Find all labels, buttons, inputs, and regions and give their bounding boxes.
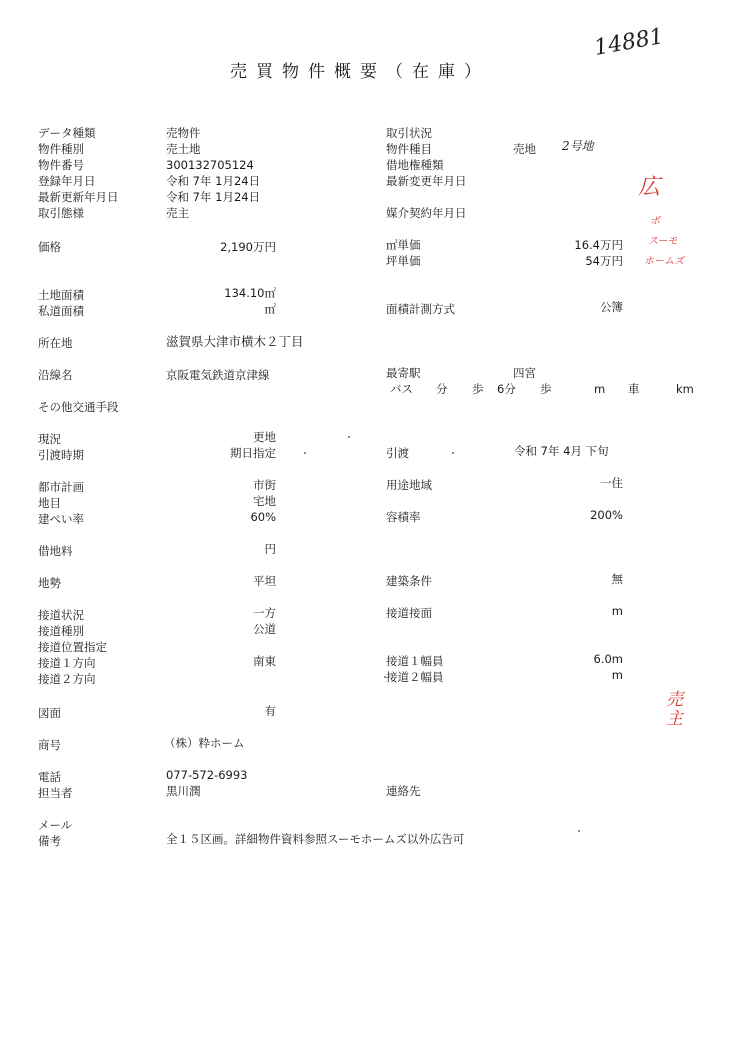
value-tochi-menseki: 134.10㎡	[224, 286, 276, 300]
walk-distance-unit: m	[594, 382, 606, 396]
label-saishin-koshin: 最新更新年月日	[38, 190, 119, 204]
label-toshi-keikaku: 都市計画	[38, 480, 84, 494]
value-shido-menseki: ㎡	[264, 302, 276, 316]
value-kakaku: 2,190万円	[220, 240, 276, 254]
bus-walk-label: 歩	[472, 382, 484, 396]
handwritten-lot-note: 2号地	[562, 139, 594, 153]
label-baikai-keiyaku: 媒介契約年月日	[386, 206, 467, 220]
value-setsudo-shubetsu: 公道	[253, 622, 276, 636]
value-setsudo1-fuku: 6.0m	[593, 652, 623, 666]
value-shogo: （株）粋ホーム	[164, 736, 245, 750]
label-setsudo2-hoko: 接道２方向	[38, 672, 96, 686]
handwritten-number: 14881	[592, 24, 666, 61]
label-setsudo-shubetsu: 接道種別	[38, 624, 84, 638]
value-moyori-eki: 四宮	[513, 366, 536, 380]
label-tantosha: 担当者	[38, 786, 73, 800]
walk-minutes-value: 6分	[497, 382, 516, 396]
value-hikiwatashi-jiki: 期日指定	[230, 446, 276, 460]
value-denwa: 077-572-6993	[166, 768, 248, 782]
scan-speck	[304, 452, 306, 454]
label-moyori-eki: 最寄駅	[386, 366, 421, 380]
label-torihiki-jokyo: 取引状況	[386, 126, 432, 140]
label-tochi-menseki: 土地面積	[38, 288, 84, 302]
label-bukken-shubetsu: 物件種別	[38, 142, 84, 156]
scan-speck	[348, 436, 350, 438]
value-menseki-keisoku: 公簿	[600, 300, 623, 314]
label-tsubo-tanka: 坪単価	[386, 254, 421, 268]
value-m2-tanka: 16.4万円	[574, 238, 623, 252]
handwritten-media-3: ホームズ	[644, 256, 684, 267]
value-genkyo: 更地	[253, 430, 276, 444]
label-zumen: 図面	[38, 706, 61, 720]
label-hikiwatashi: 引渡	[386, 446, 409, 460]
label-mail: メール	[38, 818, 73, 832]
label-shakuchi-shurui: 借地権種類	[386, 158, 444, 172]
label-kenchiku-joken: 建築条件	[386, 574, 432, 588]
label-menseki-keisoku: 面積計測方式	[386, 302, 455, 316]
value-shozaichi: 滋賀県大津市横木２丁目	[166, 334, 304, 349]
label-ensen: 沿線名	[38, 368, 73, 382]
label-m2-tanka: ㎡単価	[386, 238, 421, 252]
label-toroku: 登録年月日	[38, 174, 96, 188]
value-shakuchi-ryo: 円	[264, 542, 276, 556]
value-biko: 全１５区画。詳細物件資料参照スーモホームズ以外広告可	[166, 832, 465, 846]
label-shido-menseki: 私道面積	[38, 304, 84, 318]
value-data-shubetsu: 売物件	[166, 126, 201, 140]
label-hikiwatashi-jiki: 引渡時期	[38, 448, 84, 462]
handwritten-seller-mark: 売主	[662, 690, 682, 728]
bus-minutes-unit: 分	[436, 382, 448, 396]
value-torihiki-taiyo: 売主	[166, 206, 189, 220]
handwritten-ad-stamp: 広	[638, 175, 661, 200]
value-bukken-bango: 300132705124	[166, 158, 254, 172]
handwritten-media-2: スーモ	[648, 236, 678, 247]
value-ensen: 京阪電気鉄道京津線	[166, 368, 270, 382]
label-shakuchi-ryo: 借地料	[38, 544, 73, 558]
label-renrakusaki: 連絡先	[386, 784, 421, 798]
label-denwa: 電話	[38, 770, 61, 784]
label-shogo: 商号	[38, 738, 61, 752]
label-genkyo: 現況	[38, 432, 61, 446]
label-chisei: 地勢	[38, 576, 61, 590]
handwritten-media-1: ポ	[650, 216, 660, 227]
label-kenpei: 建ぺい率	[38, 512, 84, 526]
label-chimoku: 地目	[38, 496, 61, 510]
label-kakaku: 価格	[38, 240, 61, 254]
value-tantosha: 黒川潤	[166, 784, 201, 798]
value-toroku: 令和 7年 1月24日	[166, 174, 261, 188]
label-setsudo2-fuku: 接道２幅員	[386, 670, 444, 684]
car-label: 車	[628, 382, 640, 396]
label-setsudo1-hoko: 接道１方向	[38, 656, 96, 670]
scan-speck	[452, 452, 454, 454]
label-saishin-henko: 最新変更年月日	[386, 174, 467, 188]
label-data-shubetsu: データ種類	[38, 126, 96, 140]
value-kenchiku-joken: 無	[611, 572, 623, 586]
label-setsudo-jokyo: 接道状況	[38, 608, 84, 622]
label-shozaichi: 所在地	[38, 336, 73, 350]
scan-speck	[578, 830, 580, 832]
label-setsudo1-fuku: 接道１幅員	[386, 654, 444, 668]
value-kenpei: 60%	[250, 510, 276, 524]
label-biko: 備考	[38, 834, 61, 848]
value-bukken-shumoku: 売地	[513, 142, 536, 156]
value-hikiwatashi: 令和 7年 4月 下旬	[514, 444, 609, 458]
label-setsudo-setsumen: 接道接面	[386, 606, 432, 620]
value-setsudo-setsumen: m	[611, 604, 623, 618]
value-toshi-keikaku: 市街	[253, 478, 276, 492]
value-chimoku: 宅地	[253, 494, 276, 508]
bus-label: バス	[390, 382, 413, 396]
value-chisei: 平坦	[253, 574, 276, 588]
value-setsudo-jokyo: 一方	[253, 606, 276, 620]
value-yoto-chiiki: 一住	[600, 476, 623, 490]
value-bukken-shubetsu: 売土地	[166, 142, 201, 156]
label-bukken-bango: 物件番号	[38, 158, 84, 172]
document-title: 売買物件概要（在庫）	[230, 62, 490, 82]
car-distance-unit: km	[676, 382, 694, 396]
label-bukken-shumoku: 物件種目	[386, 142, 432, 156]
value-saishin-koshin: 令和 7年 1月24日	[166, 190, 261, 204]
label-yoto-chiiki: 用途地域	[386, 478, 432, 492]
value-setsudo1-hoko: 南東	[253, 654, 276, 668]
label-yoseki: 容積率	[386, 510, 421, 524]
label-torihiki-taiyo: 取引態様	[38, 206, 84, 220]
label-setsudo-ichi: 接道位置指定	[38, 640, 107, 654]
value-zumen: 有	[264, 704, 276, 718]
walk-distance-label: 歩	[540, 382, 552, 396]
label-sonota-kotsu: その他交通手段	[38, 400, 119, 414]
value-yoseki: 200%	[590, 508, 623, 522]
value-tsubo-tanka: 54万円	[585, 254, 623, 268]
value-setsudo2-fuku: m	[611, 668, 623, 682]
scan-speck	[384, 676, 386, 678]
